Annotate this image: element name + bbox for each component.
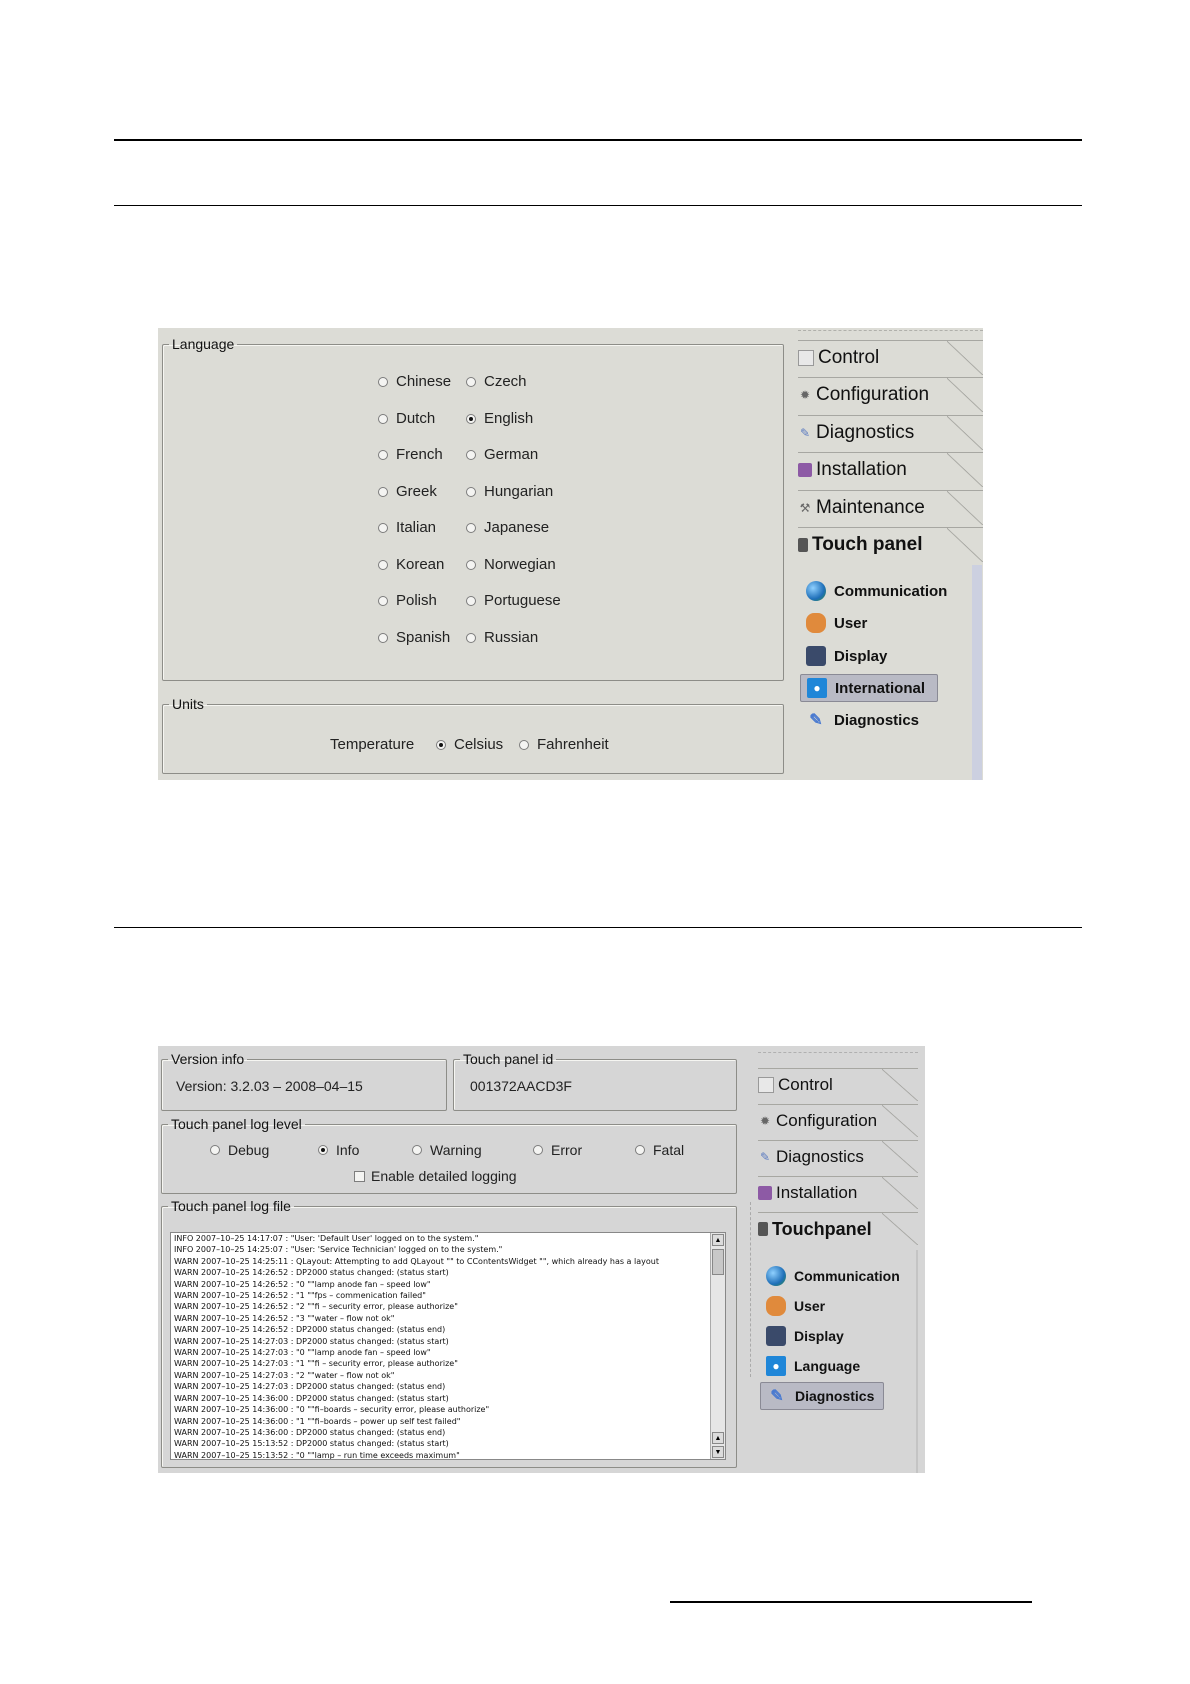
pencil-icon: ✎	[770, 1388, 784, 1405]
subitem-communication[interactable]: Communication	[766, 1262, 900, 1290]
log-line: WARN 2007–10–25 14:27:03 : DP2000 status changed: (status start)	[174, 1336, 449, 1346]
temperature-label: Temperature	[330, 736, 415, 753]
radio-italian[interactable]: Italian	[378, 519, 436, 536]
tab-configuration[interactable]: ✹ Configuration	[758, 1104, 918, 1137]
radio-czech[interactable]: Czech	[466, 373, 527, 390]
pen-icon: ✎	[799, 426, 811, 440]
international-icon: ●	[807, 678, 827, 698]
users-icon	[766, 1296, 786, 1316]
log-line: WARN 2007–10–25 14:36:00 : "1 ""fi–boards – power up self test failed"	[174, 1416, 461, 1426]
log-line: WARN 2007–10–25 14:25:11 : QLayout: Attempting to add QLayout "" to CContentsWidget "", which already has a layout	[174, 1256, 659, 1266]
tab-installation[interactable]: Installation	[798, 452, 983, 487]
log-lines	[171, 1233, 725, 1460]
log-file-textarea[interactable]	[170, 1232, 726, 1460]
scroll-down-icon[interactable]: ▼	[712, 1446, 724, 1458]
radio-indicator	[378, 450, 388, 460]
radio-english[interactable]: English	[466, 410, 533, 427]
tab-diagnostics[interactable]: ✎ Diagnostics	[758, 1140, 918, 1173]
radio-indicator	[210, 1145, 220, 1155]
tab-control[interactable]: Control	[758, 1068, 918, 1101]
tools-icon: ⚒	[799, 501, 811, 515]
scroll-thumb[interactable]	[712, 1249, 724, 1275]
scroll-up-icon[interactable]: ▲	[712, 1432, 724, 1444]
subitem-international[interactable]: ● International	[800, 674, 938, 702]
log-line: WARN 2007–10–25 14:26:52 : "3 ""water – flow not ok"	[174, 1313, 395, 1323]
tab-touchpanel[interactable]: Touchpanel	[758, 1212, 918, 1245]
subitem-communication[interactable]: Communication	[806, 577, 947, 605]
display-icon	[766, 1326, 786, 1346]
package-icon	[798, 463, 812, 477]
log-line: WARN 2007–10–25 14:27:03 : "1 ""fi – security error, please authorize"	[174, 1359, 458, 1369]
radio-hungarian[interactable]: Hungarian	[466, 483, 553, 500]
users-icon	[806, 613, 826, 633]
radio-spanish[interactable]: Spanish	[378, 629, 450, 646]
log-line: WARN 2007–10–25 14:27:03 : DP2000 status changed: (status end)	[174, 1382, 446, 1392]
panel-top-border	[758, 1052, 918, 1057]
detailed-logging-checkbox[interactable]: Enable detailed logging	[354, 1168, 517, 1184]
log-line: WARN 2007–10–25 14:26:52 : "0 ""lamp anode fan – speed low"	[174, 1279, 431, 1289]
gear-icon: ✹	[759, 1114, 771, 1128]
radio-indicator	[378, 633, 388, 643]
radio-indicator	[378, 560, 388, 570]
subitem-display[interactable]: Display	[806, 642, 887, 670]
pencil-icon: ✎	[809, 712, 823, 729]
radio-indicator	[466, 377, 476, 387]
log-line: WARN 2007–10–25 15:13:52 : DP2000 status changed: (status start)	[174, 1439, 449, 1449]
footer-rule	[670, 1601, 1032, 1603]
radio-dutch[interactable]: Dutch	[378, 410, 435, 427]
radio-celsius[interactable]: Celsius	[436, 736, 503, 753]
radio-indicator-selected	[436, 740, 446, 750]
radio-greek[interactable]: Greek	[378, 483, 437, 500]
divider	[750, 1202, 752, 1377]
radio-indicator-selected	[318, 1145, 328, 1155]
radio-fahrenheit[interactable]: Fahrenheit	[519, 736, 609, 753]
radio-russian[interactable]: Russian	[466, 629, 538, 646]
tab-installation[interactable]: Installation	[758, 1176, 918, 1209]
radio-french[interactable]: French	[378, 446, 443, 463]
log-line: WARN 2007–10–25 14:26:52 : DP2000 status changed: (status end)	[174, 1325, 446, 1335]
radio-indicator	[378, 414, 388, 424]
log-line: INFO 2007–10–25 14:25:07 : "User: 'Service Technician' logged on to the system."	[174, 1245, 503, 1255]
units-group-title: Units	[172, 696, 204, 712]
globe-icon	[766, 1266, 786, 1286]
radio-fatal[interactable]: Fatal	[635, 1142, 684, 1158]
package-icon	[758, 1186, 772, 1200]
radio-indicator	[378, 596, 388, 606]
radio-debug[interactable]: Debug	[210, 1142, 269, 1158]
log-line: WARN 2007–10–25 14:26:52 : DP2000 status changed: (status start)	[174, 1268, 449, 1278]
scroll-up-icon[interactable]: ▲	[712, 1234, 724, 1246]
radio-indicator	[519, 740, 529, 750]
radio-portuguese[interactable]: Portuguese	[466, 592, 561, 609]
tab-configuration[interactable]: ✹ Configuration	[798, 377, 983, 412]
touch-panel-icon	[798, 538, 808, 552]
radio-indicator	[466, 450, 476, 460]
log-line: WARN 2007–10–25 14:36:00 : DP2000 status changed: (status end)	[174, 1427, 446, 1437]
log-line: WARN 2007–10–25 14:27:03 : "0 ""lamp anode fan – speed low"	[174, 1348, 431, 1358]
log-file-group: Touch panel log file	[161, 1198, 737, 1468]
log-line: INFO 2007–10–25 14:17:07 : "User: 'Default User' logged on to the system."	[174, 1234, 479, 1243]
diagnostics-screenshot	[158, 1046, 925, 1473]
gear-icon: ✹	[799, 388, 811, 402]
section-rule	[114, 205, 1082, 206]
radio-indicator	[466, 633, 476, 643]
tab-control[interactable]: Control	[798, 340, 983, 375]
international-screenshot	[158, 328, 983, 780]
radio-warning[interactable]: Warning	[412, 1142, 482, 1158]
display-icon	[806, 646, 826, 666]
radio-polish[interactable]: Polish	[378, 592, 437, 609]
radio-indicator	[466, 523, 476, 533]
radio-indicator	[635, 1145, 645, 1155]
globe-icon	[806, 581, 826, 601]
pen-icon: ✎	[759, 1150, 771, 1164]
panel-top-border	[798, 330, 983, 335]
language-group-title: Language	[172, 336, 235, 352]
radio-german[interactable]: German	[466, 446, 538, 463]
log-line: WARN 2007–10–25 14:26:52 : "2 ""fi – security error, please authorize"	[174, 1302, 458, 1312]
side-navigation	[798, 340, 983, 780]
subitem-diagnostics[interactable]: ✎ Diagnostics	[760, 1382, 884, 1410]
radio-norwegian[interactable]: Norwegian	[466, 556, 556, 573]
log-scrollbar[interactable]	[710, 1233, 725, 1459]
radio-indicator	[378, 377, 388, 387]
units-group	[162, 696, 784, 774]
radio-indicator	[412, 1145, 422, 1155]
version-info-group: Version info	[161, 1051, 447, 1111]
radio-indicator	[466, 560, 476, 570]
tab-diagnostics[interactable]: ✎ Diagnostics	[798, 415, 983, 450]
section-rule-2	[114, 927, 1082, 928]
radio-indicator-selected	[466, 414, 476, 424]
checkbox-box	[354, 1171, 365, 1182]
log-line: WARN 2007–10–25 14:36:00 : DP2000 status changed: (status start)	[174, 1393, 449, 1403]
radio-indicator	[466, 487, 476, 497]
control-icon	[758, 1077, 774, 1093]
radio-indicator	[378, 487, 388, 497]
log-level-group: Touch panel log level	[161, 1116, 737, 1194]
radio-indicator	[378, 523, 388, 533]
tab-maintenance[interactable]: ⚒ Maintenance	[798, 490, 983, 525]
subitem-display[interactable]: Display	[766, 1322, 844, 1350]
touch-panel-icon	[758, 1222, 768, 1236]
radio-indicator	[533, 1145, 543, 1155]
tab-touch-panel[interactable]: Touch panel	[798, 527, 983, 562]
subitem-language[interactable]: ● Language	[766, 1352, 860, 1380]
radio-indicator	[466, 596, 476, 606]
radio-japanese[interactable]: Japanese	[466, 519, 549, 536]
version-value: Version: 3.2.03 – 2008–04–15	[176, 1078, 363, 1094]
control-icon	[798, 350, 814, 366]
log-line: WARN 2007–10–25 14:27:03 : "2 ""water – flow not ok"	[174, 1370, 395, 1380]
log-line: WARN 2007–10–25 14:26:52 : "1 ""fps – commenication failed"	[174, 1291, 426, 1301]
log-line: WARN 2007–10–25 15:13:52 : "0 ""lamp – run time exceeds maximum"	[174, 1450, 460, 1460]
top-rule	[114, 139, 1082, 141]
log-line: WARN 2007–10–25 14:36:00 : "0 ""fi–boards – security error, please authorize"	[174, 1405, 490, 1415]
subitem-diagnostics[interactable]: ✎ Diagnostics	[806, 706, 919, 734]
side-navigation-2	[758, 1054, 925, 1473]
radio-korean[interactable]: Korean	[378, 556, 444, 573]
touch-panel-id-value: 001372AACD3F	[470, 1078, 572, 1094]
radio-error[interactable]: Error	[533, 1142, 582, 1158]
touch-panel-id-group: Touch panel id	[453, 1051, 737, 1111]
subitem-user[interactable]: User	[766, 1292, 825, 1320]
subitem-user[interactable]: User	[806, 609, 867, 637]
radio-info[interactable]: Info	[318, 1142, 359, 1158]
radio-chinese[interactable]: Chinese	[378, 373, 451, 390]
language-icon: ●	[766, 1356, 786, 1376]
